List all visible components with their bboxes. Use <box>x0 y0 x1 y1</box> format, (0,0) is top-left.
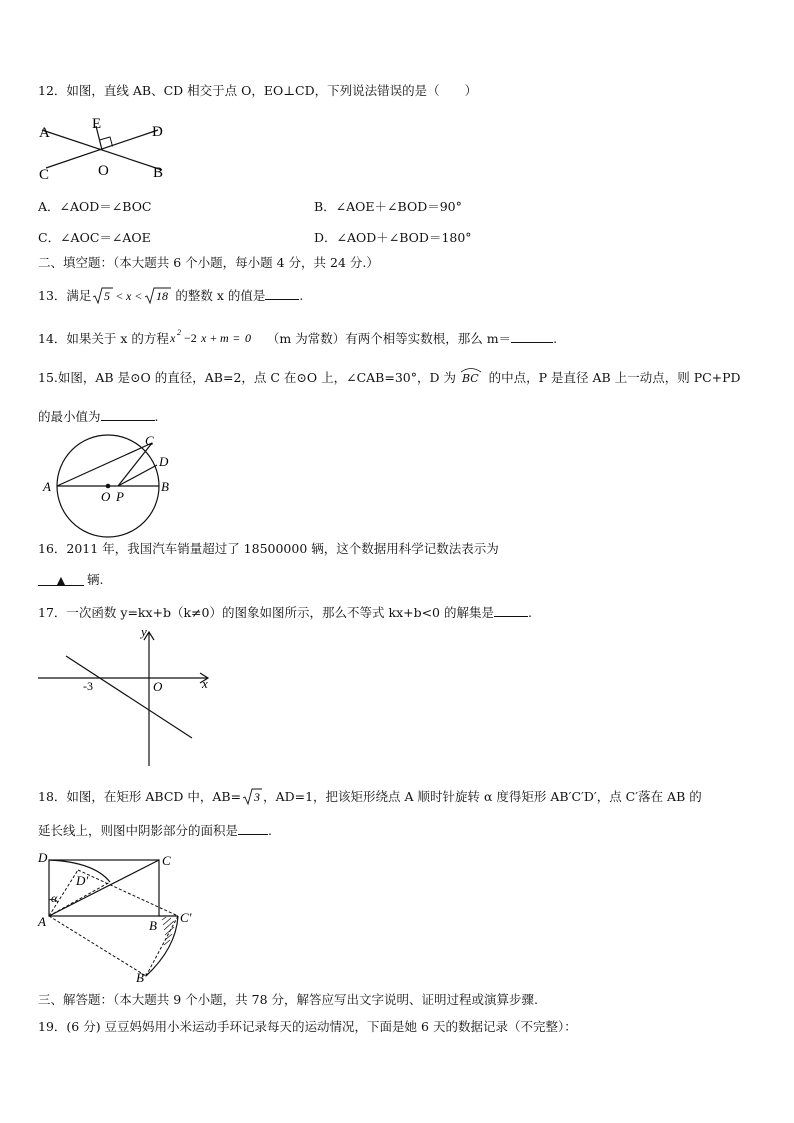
q13-inequality <box>91 285 175 305</box>
q18-label-c: C <box>162 853 171 868</box>
q12-label-b: B <box>153 165 164 181</box>
q15-label-o: O <box>101 489 111 504</box>
q16-unit: 辆. <box>87 572 104 587</box>
svg-text:+: + <box>209 331 217 345</box>
svg-text:=: = <box>232 331 240 345</box>
q17-line <box>38 604 532 621</box>
q15-line1 <box>38 370 741 387</box>
q17-answer-blank <box>494 604 528 617</box>
svg-text:2: 2 <box>176 328 181 337</box>
q12-label-d: D <box>152 124 163 140</box>
q17-end: . <box>528 605 532 620</box>
q16-triangle: ▲ <box>56 574 66 587</box>
svg-text:<: < <box>116 289 124 303</box>
q12-option-b: B．∠AOE＋∠BOD＝90° <box>314 199 462 214</box>
q14-end: . <box>553 331 558 346</box>
q13-end: . <box>299 288 304 303</box>
svg-text:3: 3 <box>254 790 261 804</box>
q15-line1-b: 的中点，P 是直径 AB 上一动点，则 PC+PD <box>488 370 741 385</box>
q18-end: . <box>268 823 272 838</box>
svg-text:x: x <box>200 331 207 345</box>
q17-label-y: y <box>141 624 147 639</box>
q16-line2 <box>38 572 103 588</box>
q17-label-o: O <box>153 679 163 694</box>
q15-label-b: B <box>161 479 169 494</box>
q18-answer-blank <box>238 822 268 835</box>
svg-text:5: 5 <box>104 289 111 303</box>
q15-figure <box>38 430 178 540</box>
svg-text:m: m <box>219 331 229 345</box>
q14-equation <box>169 327 267 347</box>
q18-line1-a: 18．如图，在矩形 ABCD 中，AB= <box>38 789 242 804</box>
q17-text: 17．一次函数 y=kx+b（k≠0）的图象如图所示，那么不等式 kx+b<0 的解集是 <box>38 605 494 620</box>
q18-label-b: B <box>149 918 157 933</box>
q12-label-a: A <box>39 125 50 141</box>
q17-figure <box>36 624 222 770</box>
q15-answer-blank <box>101 408 155 421</box>
q18-label-c-prime: C′ <box>180 910 192 925</box>
q14-answer-blank <box>511 330 553 343</box>
q18-label-a: A <box>38 914 46 929</box>
q18-label-d-prime: D′ <box>76 873 89 888</box>
q14-prefix: 14．如果关于 x 的方程 <box>38 331 169 346</box>
svg-text:x: x <box>169 331 176 345</box>
q18-line1-b: ，AD=1，把该矩形绕点 A 顺时针旋转 α 度得矩形 AB′C′D′，点 C′落在 AB 的 <box>263 789 702 804</box>
svg-text:<: < <box>135 289 143 303</box>
q18-label-alpha: α <box>51 891 58 905</box>
section3-heading: 三、解答题：（本大题共 9 个小题，共 78 分，解答应写出文字说明、证明过程或演算步骤. <box>38 992 538 1007</box>
q12-option-c: C．∠AOC＝∠AOE <box>38 230 151 245</box>
q15-line1-a: 15.如图，AB 是⊙O 的直径，AB=2，点 C 在⊙O 上，∠CAB=30°，D 为 <box>38 370 456 385</box>
q18-line2 <box>38 822 272 839</box>
q18-sqrt3 <box>241 786 263 806</box>
svg-text:−2: −2 <box>183 331 197 345</box>
svg-text:18: 18 <box>156 289 169 303</box>
svg-text:x: x <box>126 289 132 303</box>
q15-label-a: A <box>43 479 51 494</box>
q12-label-c: C <box>39 167 50 183</box>
q15-arc <box>462 371 479 387</box>
q12-label-e: E <box>92 116 102 132</box>
section2-heading: 二、填空题：（本大题共 6 个小题，每小题 4 分，共 24 分.） <box>38 255 379 270</box>
q13-prefix: 13．满足 <box>38 288 92 303</box>
q12-option-d: D．∠AOD＋∠BOD＝180° <box>314 230 472 245</box>
q15-label-c: C <box>145 433 154 448</box>
q13-suffix: 的整数 x 的值是 <box>175 288 266 303</box>
q15-line2-text: 的最小值为 <box>38 409 101 424</box>
q18-label-d: D <box>38 850 48 865</box>
q18-line1 <box>38 786 702 806</box>
q14-suffix: （m 为常数）有两个相等实数根，那么 m＝ <box>266 331 512 346</box>
q13-line <box>38 285 303 305</box>
q16-line1: 16．2011 年，我国汽车销量超过了 18500000 辆，这个数据用科学记数法表示为 <box>38 541 499 556</box>
q14-line <box>38 327 557 347</box>
svg-text:0: 0 <box>244 331 251 345</box>
q15-label-p: P <box>116 489 124 504</box>
q12-figure <box>30 112 180 184</box>
q15-arc-label: BC <box>461 372 479 385</box>
q18-label-b-prime: B′ <box>136 970 147 985</box>
q15-end: . <box>154 409 159 424</box>
q17-label-x: x <box>202 676 208 691</box>
q17-label-neg3: -3 <box>83 679 93 693</box>
q12-label-o: O <box>98 163 109 179</box>
q13-answer-blank <box>265 287 299 300</box>
q15-label-d: D <box>159 454 169 469</box>
q19-text: 19．(6 分) 豆豆妈妈用小米运动手环记录每天的运动情况，下面是她 6 天的数据记录（不完整）： <box>38 1019 577 1034</box>
q16-answer-blank <box>38 573 84 586</box>
q15-line2 <box>38 408 159 425</box>
q18-line2-text: 延长线上，则图中阴影部分的面积是 <box>38 823 239 838</box>
q12-option-a: A．∠AOD＝∠BOC <box>38 199 152 214</box>
q12-text: 12．如图，直线 AB、CD 相交于点 O，EO⊥CD，下列说法错误的是（ ） <box>38 83 478 98</box>
q18-figure <box>34 848 214 986</box>
